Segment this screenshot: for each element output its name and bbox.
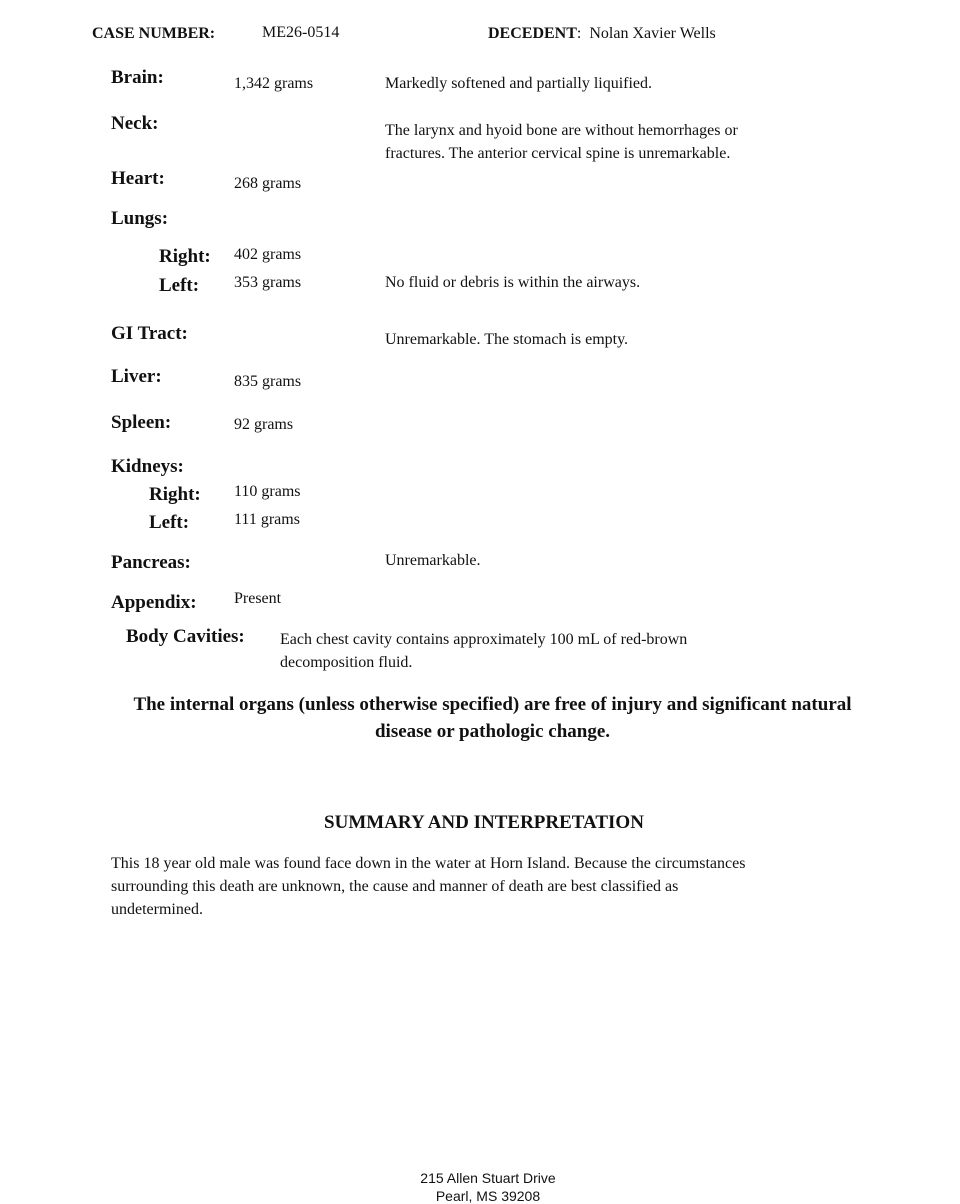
gi-tract-label: GI Tract:	[111, 323, 188, 344]
heart-weight: 268 grams	[234, 175, 302, 192]
spleen-label: Spleen:	[111, 412, 172, 433]
case-number-value: ME26-0514	[262, 24, 340, 41]
lungs-left-label: Left:	[159, 275, 200, 296]
decedent-label: DECEDENT	[488, 25, 577, 42]
case-number-label: CASE NUMBER:	[92, 25, 216, 42]
internal-organs-statement: The internal organs (unless otherwise specified) are free of injury and significant natural disease or pathologic change.	[133, 694, 852, 742]
kidneys-left-label: Left:	[149, 512, 190, 533]
lungs-right-weight: 402 grams	[234, 246, 302, 263]
pancreas-label: Pancreas:	[111, 552, 191, 573]
pancreas-note: Unremarkable.	[385, 552, 481, 569]
spleen-weight: 92 grams	[234, 416, 294, 433]
decedent-name: Nolan Xavier Wells	[589, 25, 716, 42]
kidneys-label: Kidneys:	[111, 456, 184, 477]
heart-label: Heart:	[111, 168, 165, 189]
liver-weight: 835 grams	[234, 373, 302, 390]
brain-weight: 1,342 grams	[234, 75, 314, 92]
footer-address-line1: 215 Allen Stuart Drive	[420, 1170, 556, 1186]
neck-note: The larynx and hyoid bone are without hemorrhages or fractures. The anterior cervical spine is unremarkable.	[385, 122, 738, 162]
summary-title: SUMMARY AND INTERPRETATION	[324, 812, 644, 833]
kidneys-right-weight: 110 grams	[234, 483, 301, 500]
appendix-label: Appendix:	[111, 592, 197, 613]
summary-text: This 18 year old male was found face down in the water at Horn Island. Because the circumstances surrounding this death are unknown, the cause and manner of death are best classified as undetermined.	[111, 855, 746, 918]
liver-label: Liver:	[111, 366, 162, 387]
footer-address-line2: Pearl, MS 39208	[435, 1188, 541, 1204]
lungs-right-label: Right:	[159, 246, 211, 267]
lungs-label: Lungs:	[111, 208, 169, 229]
lungs-note: No fluid or debris is within the airways.	[385, 274, 641, 291]
decedent-colon: :	[576, 25, 582, 42]
lungs-left-weight: 353 grams	[234, 274, 302, 291]
decedent-field	[488, 25, 716, 43]
brain-note: Markedly softened and partially liquified.	[385, 75, 653, 92]
kidneys-right-label: Right:	[149, 484, 201, 505]
gi-tract-note: Unremarkable. The stomach is empty.	[385, 331, 629, 348]
brain-label: Brain:	[111, 67, 164, 88]
kidneys-left-weight: 111 grams	[234, 511, 300, 528]
body-cavities-note: Each chest cavity contains approximately 100 mL of red-brown decomposition fluid.	[280, 631, 688, 671]
body-cavities-label: Body Cavities:	[126, 626, 245, 647]
neck-label: Neck:	[111, 113, 159, 134]
appendix-value: Present	[234, 590, 282, 607]
